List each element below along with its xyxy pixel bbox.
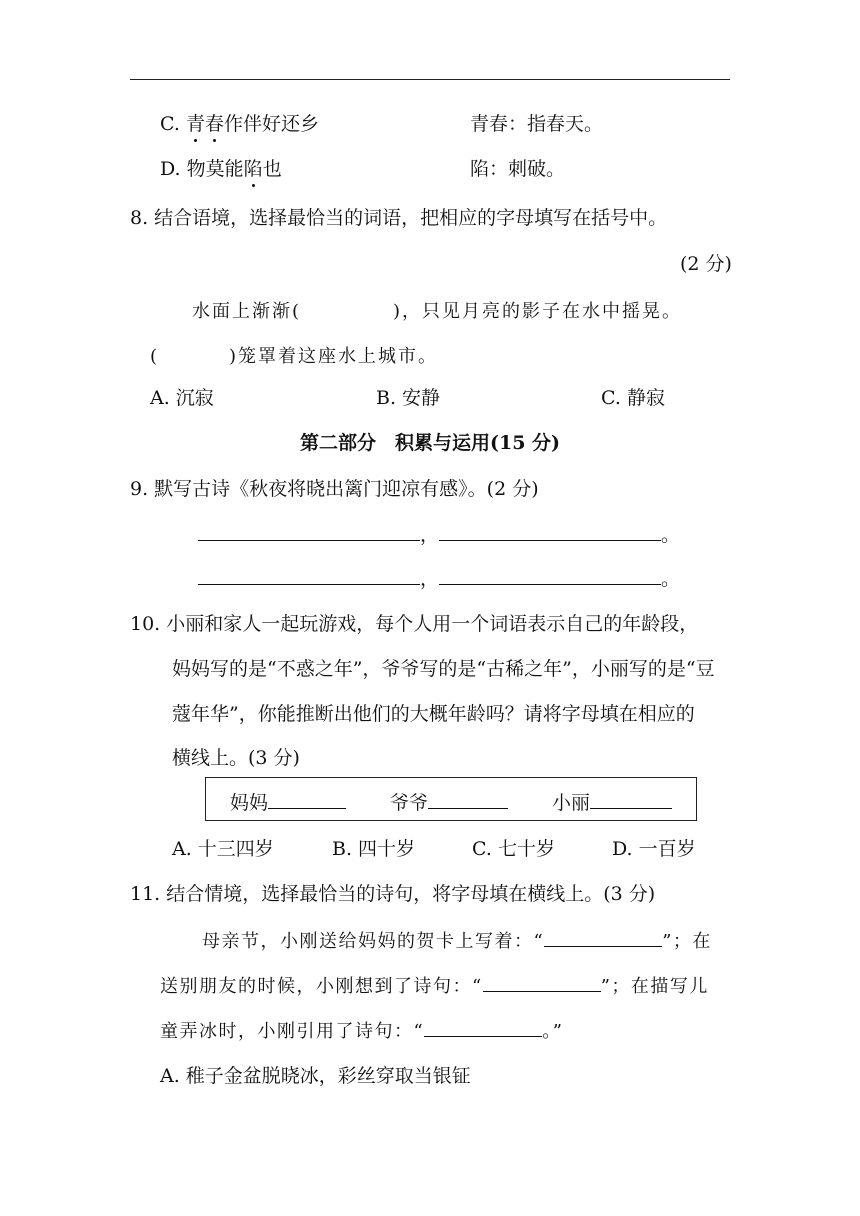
q10-line2: 妈妈写的是“不惑之年”，爷爷写的是“古稀之年”，小丽写的是“豆 [172, 658, 715, 680]
passage-text: )笼罩着这座水上城市。 [229, 346, 439, 367]
q8-option-b: B. 安静 [376, 387, 441, 409]
option-text: 物莫能 [186, 158, 244, 180]
answer-blank[interactable] [544, 928, 662, 947]
q11-stem: 11. 结合情境，选择最恰当的诗句，将字母填在横线上。(3 分) [130, 883, 656, 905]
q10-line4: 横线上。(3 分) [172, 747, 300, 769]
answer-blank[interactable] [428, 790, 508, 809]
passage-text: ”；在描写儿 [600, 976, 709, 997]
answer-blank[interactable] [483, 973, 601, 992]
passage-text: 送别朋友的时候，小刚想到了诗句：“ [160, 976, 483, 997]
q7-option-d [160, 157, 282, 181]
punct: 。 [661, 524, 681, 546]
top-rule [130, 79, 730, 80]
box-label: 妈妈 [230, 792, 269, 814]
emphasis-char: 青 [185, 113, 205, 135]
q8-passage-line2 [150, 342, 438, 368]
answer-blank[interactable] [268, 790, 346, 809]
q7-option-c [160, 112, 319, 136]
box-label: 爷爷 [390, 792, 429, 814]
answer-blank[interactable] [424, 1018, 542, 1037]
q7-gloss-d: 陷：刺破。 [470, 158, 566, 180]
emphasis-char: 陷 [243, 158, 263, 180]
q8-stem: 8. 结合语境，选择最恰当的词语，把相应的字母填写在括号中。 [130, 207, 668, 229]
q10-option-a: A. 十三四岁 [172, 838, 274, 860]
box-item-mom [230, 790, 346, 815]
box-item-xiaoli [552, 790, 672, 815]
q11-passage-line3 [160, 1017, 563, 1043]
q11-passage-line2 [160, 972, 709, 998]
answer-blank[interactable] [198, 566, 420, 585]
option-letter: D. [160, 158, 181, 180]
option-text: 作伴好还乡 [223, 113, 319, 135]
section-heading: 第二部分 积累与运用(15 分) [300, 432, 561, 454]
q9-line-1 [198, 522, 680, 547]
passage-text: ( [150, 346, 160, 367]
q9-stem: 9. 默写古诗《秋夜将晓出篱门迎凉有感》。(2 分) [130, 478, 539, 500]
q10-option-d: D. 一百岁 [612, 838, 696, 860]
q8-score: (2 分) [680, 253, 732, 275]
passage-text: )，只见月亮的影子在水中摇晃。 [393, 301, 683, 322]
punct: ， [420, 524, 440, 546]
passage-text: 水面上渐渐( [192, 301, 302, 322]
q11-passage-line1 [202, 927, 712, 953]
q10-line1: 10. 小丽和家人一起玩游戏，每个人用一个词语表示自己的年龄段， [130, 613, 699, 635]
passage-text: 童弄冰时，小刚引用了诗句：“ [160, 1021, 425, 1042]
answer-blank[interactable] [439, 566, 661, 585]
q8-passage-line1 [192, 297, 682, 323]
option-letter: C. [160, 113, 180, 135]
answer-blank[interactable] [439, 522, 661, 541]
q8-option-c: C. 静寂 [601, 387, 665, 409]
answer-blank[interactable] [198, 522, 420, 541]
q10-option-b: B. 四十岁 [332, 838, 416, 860]
passage-text: ”；在 [662, 931, 712, 952]
answer-blank[interactable] [590, 790, 672, 809]
emphasis-char: 春 [204, 113, 224, 135]
passage-text: 。” [542, 1021, 564, 1042]
box-label: 小丽 [552, 792, 591, 814]
q7-gloss-c: 青春：指春天。 [470, 113, 604, 135]
passage-text: 母亲节，小刚送给妈妈的贺卡上写着：“ [202, 931, 545, 952]
q10-line3: 蔻年华”，你能推断出他们的大概年龄吗？请将字母填在相应的 [172, 703, 695, 725]
punct: 。 [661, 568, 681, 590]
option-text: 也 [262, 158, 282, 180]
q9-line-2 [198, 566, 680, 591]
q11-option-a: A. 稚子金盆脱晓冰，彩丝穿取当银钲 [160, 1065, 471, 1087]
q8-option-a: A. 沉寂 [150, 387, 214, 409]
punct: ， [420, 568, 440, 590]
box-item-grandpa [390, 790, 508, 815]
q10-option-c: C. 七十岁 [472, 838, 555, 860]
